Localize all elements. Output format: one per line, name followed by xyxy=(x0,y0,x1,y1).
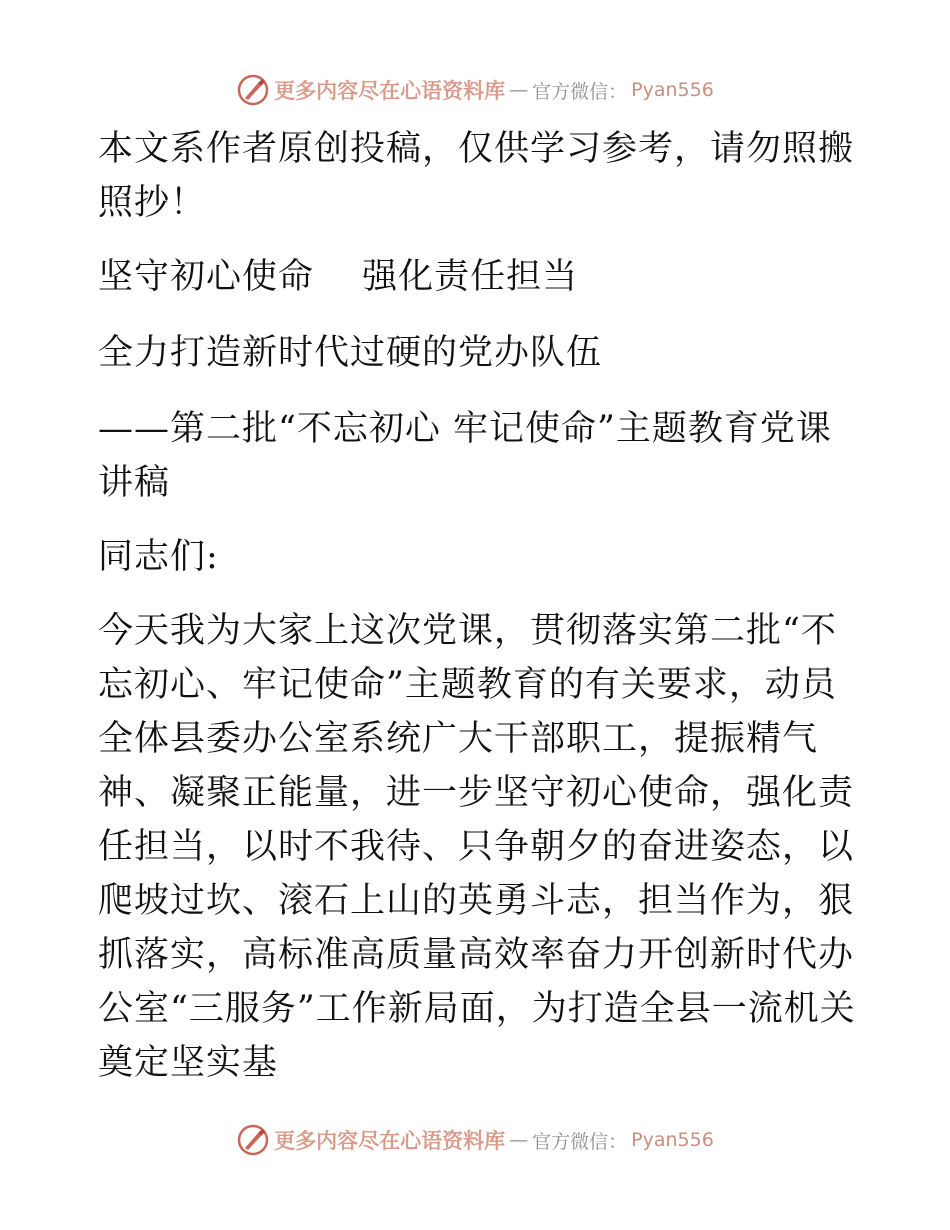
watermark-brand-text: 更多内容尽在心语资料库 xyxy=(274,78,506,103)
footer-watermark xyxy=(0,1120,950,1160)
pen-logo-icon xyxy=(236,73,270,107)
watermark-brand-text: 更多内容尽在心语资料库 xyxy=(274,1128,506,1153)
watermark-dash: — xyxy=(509,1129,529,1151)
header-watermark xyxy=(0,70,950,110)
document-title-line-2: 全力打造新时代过硬的党办队伍 xyxy=(98,333,603,373)
watermark-wechat-label: 官方微信： xyxy=(532,80,628,103)
copyright-notice: 本文系作者原创投稿，仅供学习参考，请勿照搬照抄！ xyxy=(98,129,855,223)
body-paragraph: 今天我为大家上这次党课，贯彻落实第二批“不忘初心、牢记使命”主题教育的有关要求，动员全体县委办公室系统广大干部职工，提振精气神、凝聚正能量，进一步坚守初心使命，强化责任担当，以时不我待、只争朝夕的奋进姿态，以爬坡过坎、滚石上山的英勇斗志，担当作为，狠抓落实，高标准高质量高效率奋力开创新时代办公室“三服务”工作新局面，为打造全县一流机关奠定坚实基 xyxy=(98,611,856,1083)
document-title-line-1: 坚守初心使命 强化责任担当 xyxy=(98,257,579,297)
watermark-wechat-id: Pyan556 xyxy=(631,1129,714,1151)
salutation: 同志们: xyxy=(98,537,219,577)
pen-logo-icon xyxy=(236,1123,270,1157)
document-subtitle: ——第二批“不忘初心 牢记使命”主题教育党课讲稿 xyxy=(98,409,832,503)
document-body xyxy=(98,122,858,1090)
watermark-wechat-label: 官方微信： xyxy=(532,1130,628,1153)
watermark-wechat-id: Pyan556 xyxy=(631,79,714,101)
watermark-dash: — xyxy=(509,79,529,101)
